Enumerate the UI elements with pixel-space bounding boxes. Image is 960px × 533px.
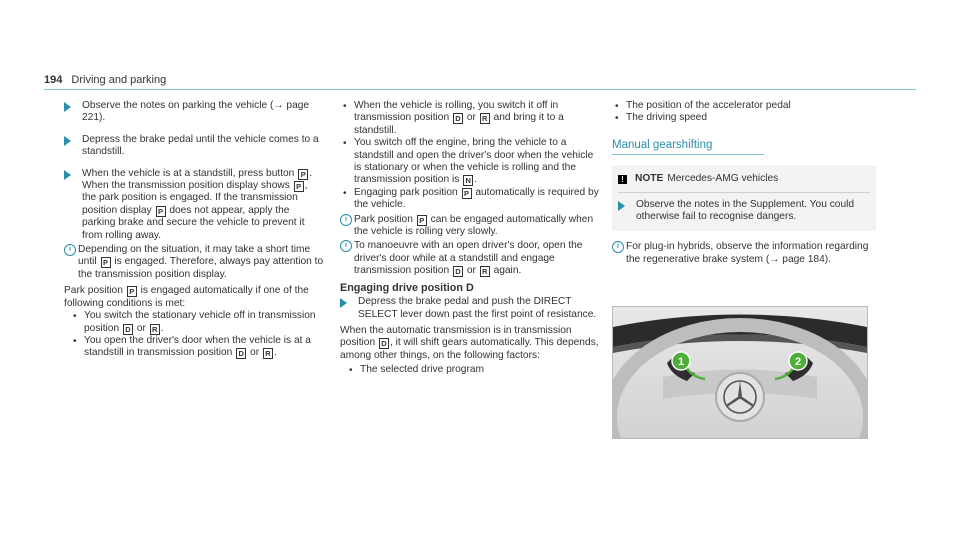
drive-glyph: D — [453, 113, 463, 124]
info-note: i For plug-in hybrids, observe the information regarding the regenerative brake system (→ page 184). — [612, 241, 876, 266]
step-arrow-icon — [64, 170, 71, 180]
reverse-glyph: R — [150, 324, 160, 335]
list-item: • The selected drive program — [349, 364, 485, 377]
bullet-icon: • — [73, 335, 77, 347]
list-item: • You switch off the engine, bring the vehicle to a standstill and open the driver's door when the vehicle is stationary or when the vehicle is rolling and the transmission position is N . — [343, 137, 594, 186]
park-glyph: P — [156, 206, 166, 217]
drive-glyph: D — [236, 348, 246, 359]
step-arrow-icon — [340, 298, 347, 308]
callout-1-label: 1 — [677, 356, 685, 368]
drive-glyph: D — [123, 324, 133, 335]
drive-glyph: D — [379, 338, 389, 349]
bullet-icon: • — [615, 101, 619, 112]
neutral-glyph: N — [463, 175, 473, 186]
drive-glyph: D — [453, 266, 463, 277]
step: When the vehicle is at a standstill, press button P . When the transmission position display shows P , the park position is engaged. If the transmission position display P does not appear, apply the parking brake and secure the vehicle to prevent it from rolling away. — [64, 168, 324, 242]
list-item: • When the vehicle is rolling, you switch it off in transmission position D or R and bring it to a standstill. — [343, 100, 564, 136]
steering-wheel-illustration — [613, 307, 867, 438]
park-glyph: P — [127, 286, 137, 297]
park-glyph: P — [294, 181, 304, 192]
bullet-icon: • — [73, 311, 77, 323]
step-arrow-icon — [64, 136, 71, 146]
list-item: • The position of the accelerator pedal — [615, 100, 791, 112]
reverse-glyph: R — [480, 266, 490, 277]
info-icon: i — [64, 244, 76, 256]
warning-icon: ! — [618, 175, 627, 184]
paragraph: When the automatic transmission is in transmission position D , it will shift gears automatically. This depends, among other things, on the following factors: — [340, 324, 599, 361]
page-header — [44, 74, 166, 86]
step: Depress the brake pedal until the vehicle comes to a standstill. — [64, 134, 324, 159]
info-icon: i — [612, 241, 624, 253]
column-3 — [612, 100, 876, 266]
notice-box — [612, 165, 876, 231]
list-item: • You switch the stationary vehicle off in transmission position D or R . — [73, 310, 316, 334]
reverse-glyph: R — [480, 113, 490, 124]
park-glyph: P — [462, 188, 472, 199]
bullet-icon: • — [343, 187, 347, 199]
list-item: • The driving speed — [615, 112, 707, 125]
info-note: i Park position P can be engaged automatically when the vehicle is rolling very slowly. — [340, 214, 602, 239]
bullet-icon: • — [343, 138, 347, 150]
callout-2-label: 2 — [794, 356, 802, 368]
paragraph: Park position P is engaged automatically if one of the following conditions is met: — [64, 285, 309, 309]
reverse-glyph: R — [263, 348, 273, 359]
step: Depress the brake pedal and push the DIRECT SELECT lever down past the first point of resistance. — [340, 296, 602, 321]
section-heading: Manual gearshifting — [612, 139, 764, 155]
steering-wheel-figure — [612, 306, 868, 439]
step-arrow-icon — [64, 102, 71, 112]
section-title: Driving and parking — [71, 74, 167, 86]
list-item: • You open the driver's door when the vehicle is at a standstill in transmission position D or R . — [73, 334, 311, 359]
divider — [618, 192, 870, 193]
subheading: Engaging drive position D — [340, 281, 474, 294]
bullet-icon: • — [349, 365, 353, 377]
column-2 — [340, 100, 602, 377]
info-note: i Depending on the situation, it may take a short time until P is engaged. Therefore, always pay attention to the transmission position display. — [64, 244, 324, 281]
page-number: 194 — [44, 74, 63, 86]
step-arrow-icon — [618, 201, 625, 211]
notice-header — [618, 173, 870, 185]
notice-title: Mercedes-AMG vehicles — [667, 173, 779, 185]
info-icon: i — [340, 240, 352, 252]
step: Observe the notes on parking the vehicle (→ page 221). — [64, 100, 324, 125]
info-icon: i — [340, 214, 352, 226]
park-glyph: P — [298, 169, 308, 180]
header-rule — [44, 89, 916, 90]
park-glyph: P — [417, 215, 427, 226]
park-glyph: P — [101, 257, 111, 268]
bullet-icon: • — [615, 113, 619, 125]
info-note: i To manoeuvre with an open driver's door, open the driver's door while at a standstill and engage transmission position D or R again. — [340, 240, 602, 277]
list-item: • Engaging park position P automatically is required by the vehicle. — [343, 186, 599, 211]
step: Observe the notes in the Supplement. You could otherwise fail to recognise dangers. — [618, 199, 870, 224]
column-1 — [64, 100, 324, 360]
bullet-icon: • — [343, 101, 347, 112]
notice-label: NOTE — [635, 173, 664, 185]
